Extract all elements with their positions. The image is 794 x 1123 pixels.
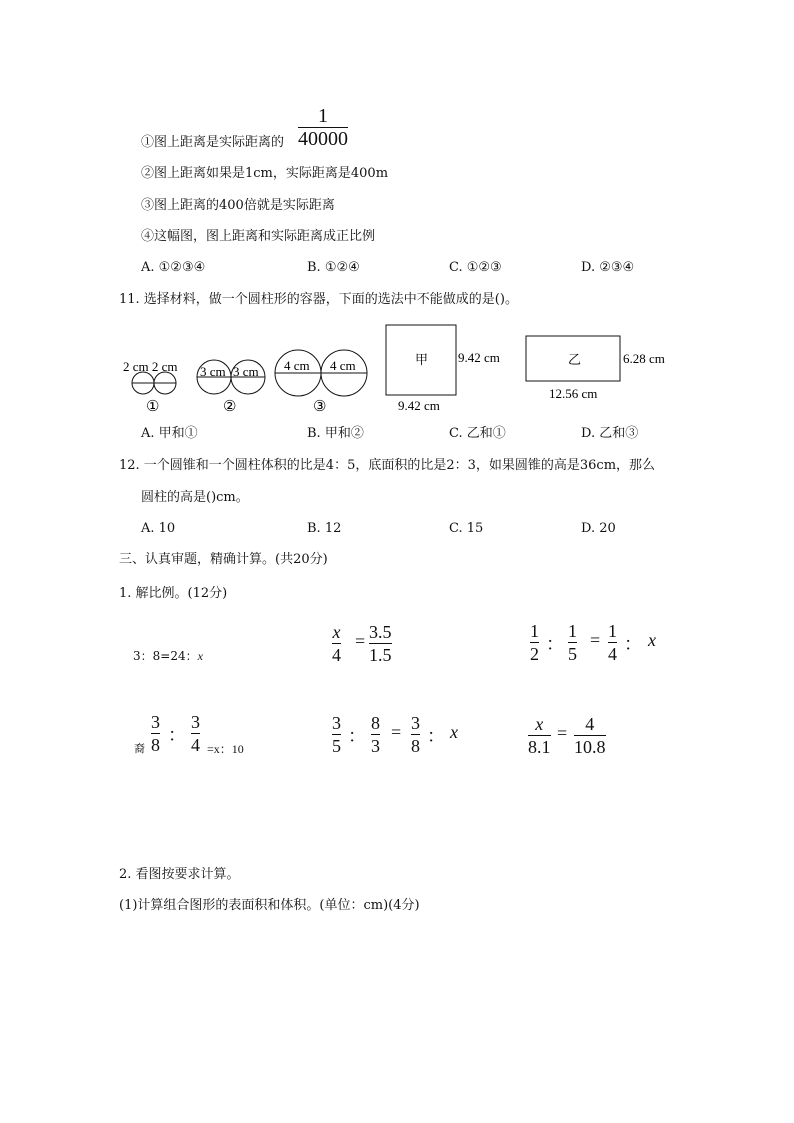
eq2-frac-right xyxy=(369,622,392,665)
eq5-frac-3 xyxy=(411,713,420,756)
eq5-denominator-1: 5 xyxy=(332,736,341,756)
fraction-bar xyxy=(574,735,606,736)
fraction-bar xyxy=(371,734,380,735)
q11-stem: 11. 选择材料，做一个圆柱形的容器，下面的选法中不能做成的是()。 xyxy=(119,292,518,307)
eq3-numerator-1: 1 xyxy=(530,621,539,641)
circle1-number: ① xyxy=(146,399,160,415)
q11-choice-a: A. 甲和① xyxy=(141,426,198,441)
eq2-denominator-left: 4 xyxy=(332,645,341,665)
q12-choice-c: C. 15 xyxy=(449,521,484,536)
eq6-numerator-right: 4 xyxy=(585,714,595,734)
eq6-numerator-left: x xyxy=(535,714,544,734)
eq4-prefix: 裔 xyxy=(134,742,145,755)
q10-choice-c: C. ①②③ xyxy=(449,260,502,275)
circle2-number: ② xyxy=(223,399,237,415)
circle3-number: ③ xyxy=(313,399,327,415)
eq5-denominator-3: 8 xyxy=(411,736,420,756)
eq3-colon-2: ： xyxy=(624,634,642,654)
fraction-bar xyxy=(369,643,392,644)
eq5-numerator-2: 8 xyxy=(371,713,380,733)
q11-choice-d: D. 乙和③ xyxy=(581,426,639,441)
eq3-colon-1: ： xyxy=(546,634,564,654)
eq5-colon-1: ： xyxy=(348,726,366,746)
fraction-bar xyxy=(528,735,551,736)
q10-statement-1: ①图上距离是实际距离的 xyxy=(141,135,285,150)
eq3-frac-1 xyxy=(530,621,539,664)
eq5-unknown: x xyxy=(450,722,458,742)
q11-figure xyxy=(0,320,794,420)
eq6-frac-right xyxy=(574,714,606,757)
eq6-denominator-right: 10.8 xyxy=(574,737,606,757)
eq5-frac-1 xyxy=(332,713,341,756)
q11-choice-c: C. 乙和① xyxy=(449,426,506,441)
fraction-bar xyxy=(568,642,577,643)
eq1-unknown: x xyxy=(197,649,203,663)
fraction-bar xyxy=(151,733,160,734)
eq3-denominator-2: 5 xyxy=(568,644,577,664)
eq4-denominator-1: 8 xyxy=(151,735,160,755)
q12-choice-a: A. 10 xyxy=(141,521,176,536)
eq5-colon-2: ： xyxy=(427,726,445,746)
q12-choice-d: D. 20 xyxy=(581,521,616,536)
fraction-bar xyxy=(530,642,539,643)
square-bottom-label: 9.42 cm xyxy=(398,398,440,413)
eq6-equals: = xyxy=(557,723,568,743)
section3-q2-1: (1)计算组合图形的表面积和体积。(单位：cm)(4分) xyxy=(119,898,420,913)
eq2-equals: = xyxy=(355,631,366,651)
scale-fraction-denominator: 40000 xyxy=(298,128,348,150)
q10-statement-3: ③图上距离的400倍就是实际距离 xyxy=(141,198,335,213)
eq6-denominator-left: 8.1 xyxy=(528,737,551,757)
eq2-numerator-left: x xyxy=(332,622,341,642)
rect-side-label: 6.28 cm xyxy=(623,351,665,366)
q11-choice-b: B. 甲和② xyxy=(307,426,364,441)
eq4-frac-2 xyxy=(191,712,200,755)
circle3-left-label: 4 cm xyxy=(284,358,310,373)
q12-stem-line1: 12. 一个圆锥和一个圆柱体积的比是4：5，底面积的比是2：3，如果圆锥的高是36cm，那么 xyxy=(119,458,656,473)
fraction-bar xyxy=(332,734,341,735)
fraction-bar xyxy=(411,734,420,735)
circle1-label: 2 cm 2 cm xyxy=(123,359,178,374)
eq3-denominator-3: 4 xyxy=(608,644,617,664)
eq5-denominator-2: 3 xyxy=(371,736,380,756)
eq5-equals: = xyxy=(391,722,402,742)
section3-title: 三、认真审题，精确计算。(共20分) xyxy=(119,552,328,567)
eq5-numerator-1: 3 xyxy=(332,713,341,733)
circle2-left-label: 3 cm xyxy=(200,364,226,379)
eq4-numerator-1: 3 xyxy=(151,712,160,732)
fraction-bar xyxy=(191,733,200,734)
scale-fraction-numerator: 1 xyxy=(318,105,328,127)
square-name: 甲 xyxy=(415,352,429,367)
eq4-tail: =x：10 xyxy=(207,742,244,756)
eq3-numerator-2: 1 xyxy=(568,621,577,641)
section3-q1: 1. 解比例。(12分) xyxy=(119,586,228,601)
square-side-label: 9.42 cm xyxy=(458,350,500,365)
eq4-denominator-2: 4 xyxy=(191,735,200,755)
rect-name: 乙 xyxy=(568,352,582,367)
eq3-frac-3 xyxy=(608,621,617,664)
q10-choice-b: B. ①②④ xyxy=(307,260,360,275)
eq3-equals: = xyxy=(590,630,601,650)
eq3-denominator-1: 2 xyxy=(530,644,539,664)
eq1-text: 3：8=24： xyxy=(133,649,198,663)
circle2-right-label: 3 cm xyxy=(233,364,259,379)
fraction-bar xyxy=(332,643,341,644)
q10-statement-2: ②图上距离如果是1cm，实际距离是400m xyxy=(141,166,389,181)
q10-choice-d: D. ②③④ xyxy=(581,260,635,275)
eq3-numerator-3: 1 xyxy=(608,621,617,641)
eq3-frac-2 xyxy=(568,621,577,664)
circle3-right-label: 4 cm xyxy=(330,358,356,373)
q12-stem-line2: 圆柱的高是()cm。 xyxy=(141,490,249,505)
section3-q2: 2. 看图按要求计算。 xyxy=(119,867,240,882)
scale-fraction xyxy=(298,106,348,149)
eq5-frac-2 xyxy=(371,713,380,756)
eq2-denominator-right: 1.5 xyxy=(369,645,392,665)
q12-choice-b: B. 12 xyxy=(307,521,342,536)
eq2-numerator-right: 3.5 xyxy=(369,622,392,642)
eq5-numerator-3: 3 xyxy=(411,713,420,733)
eq1 xyxy=(133,648,203,664)
fraction-bar xyxy=(608,642,617,643)
eq4-colon: ： xyxy=(168,725,186,745)
eq2-frac-left xyxy=(332,622,341,665)
rect-bottom-label: 12.56 cm xyxy=(549,386,598,401)
q10-statement-4: ④这幅图，图上距离和实际距离成正比例 xyxy=(141,229,376,244)
eq4-numerator-2: 3 xyxy=(191,712,200,732)
eq3-unknown: x xyxy=(648,630,656,650)
eq6-frac-left xyxy=(528,714,551,757)
q10-choice-a: A. ①②③④ xyxy=(141,260,206,275)
eq4-frac-1 xyxy=(151,712,160,755)
